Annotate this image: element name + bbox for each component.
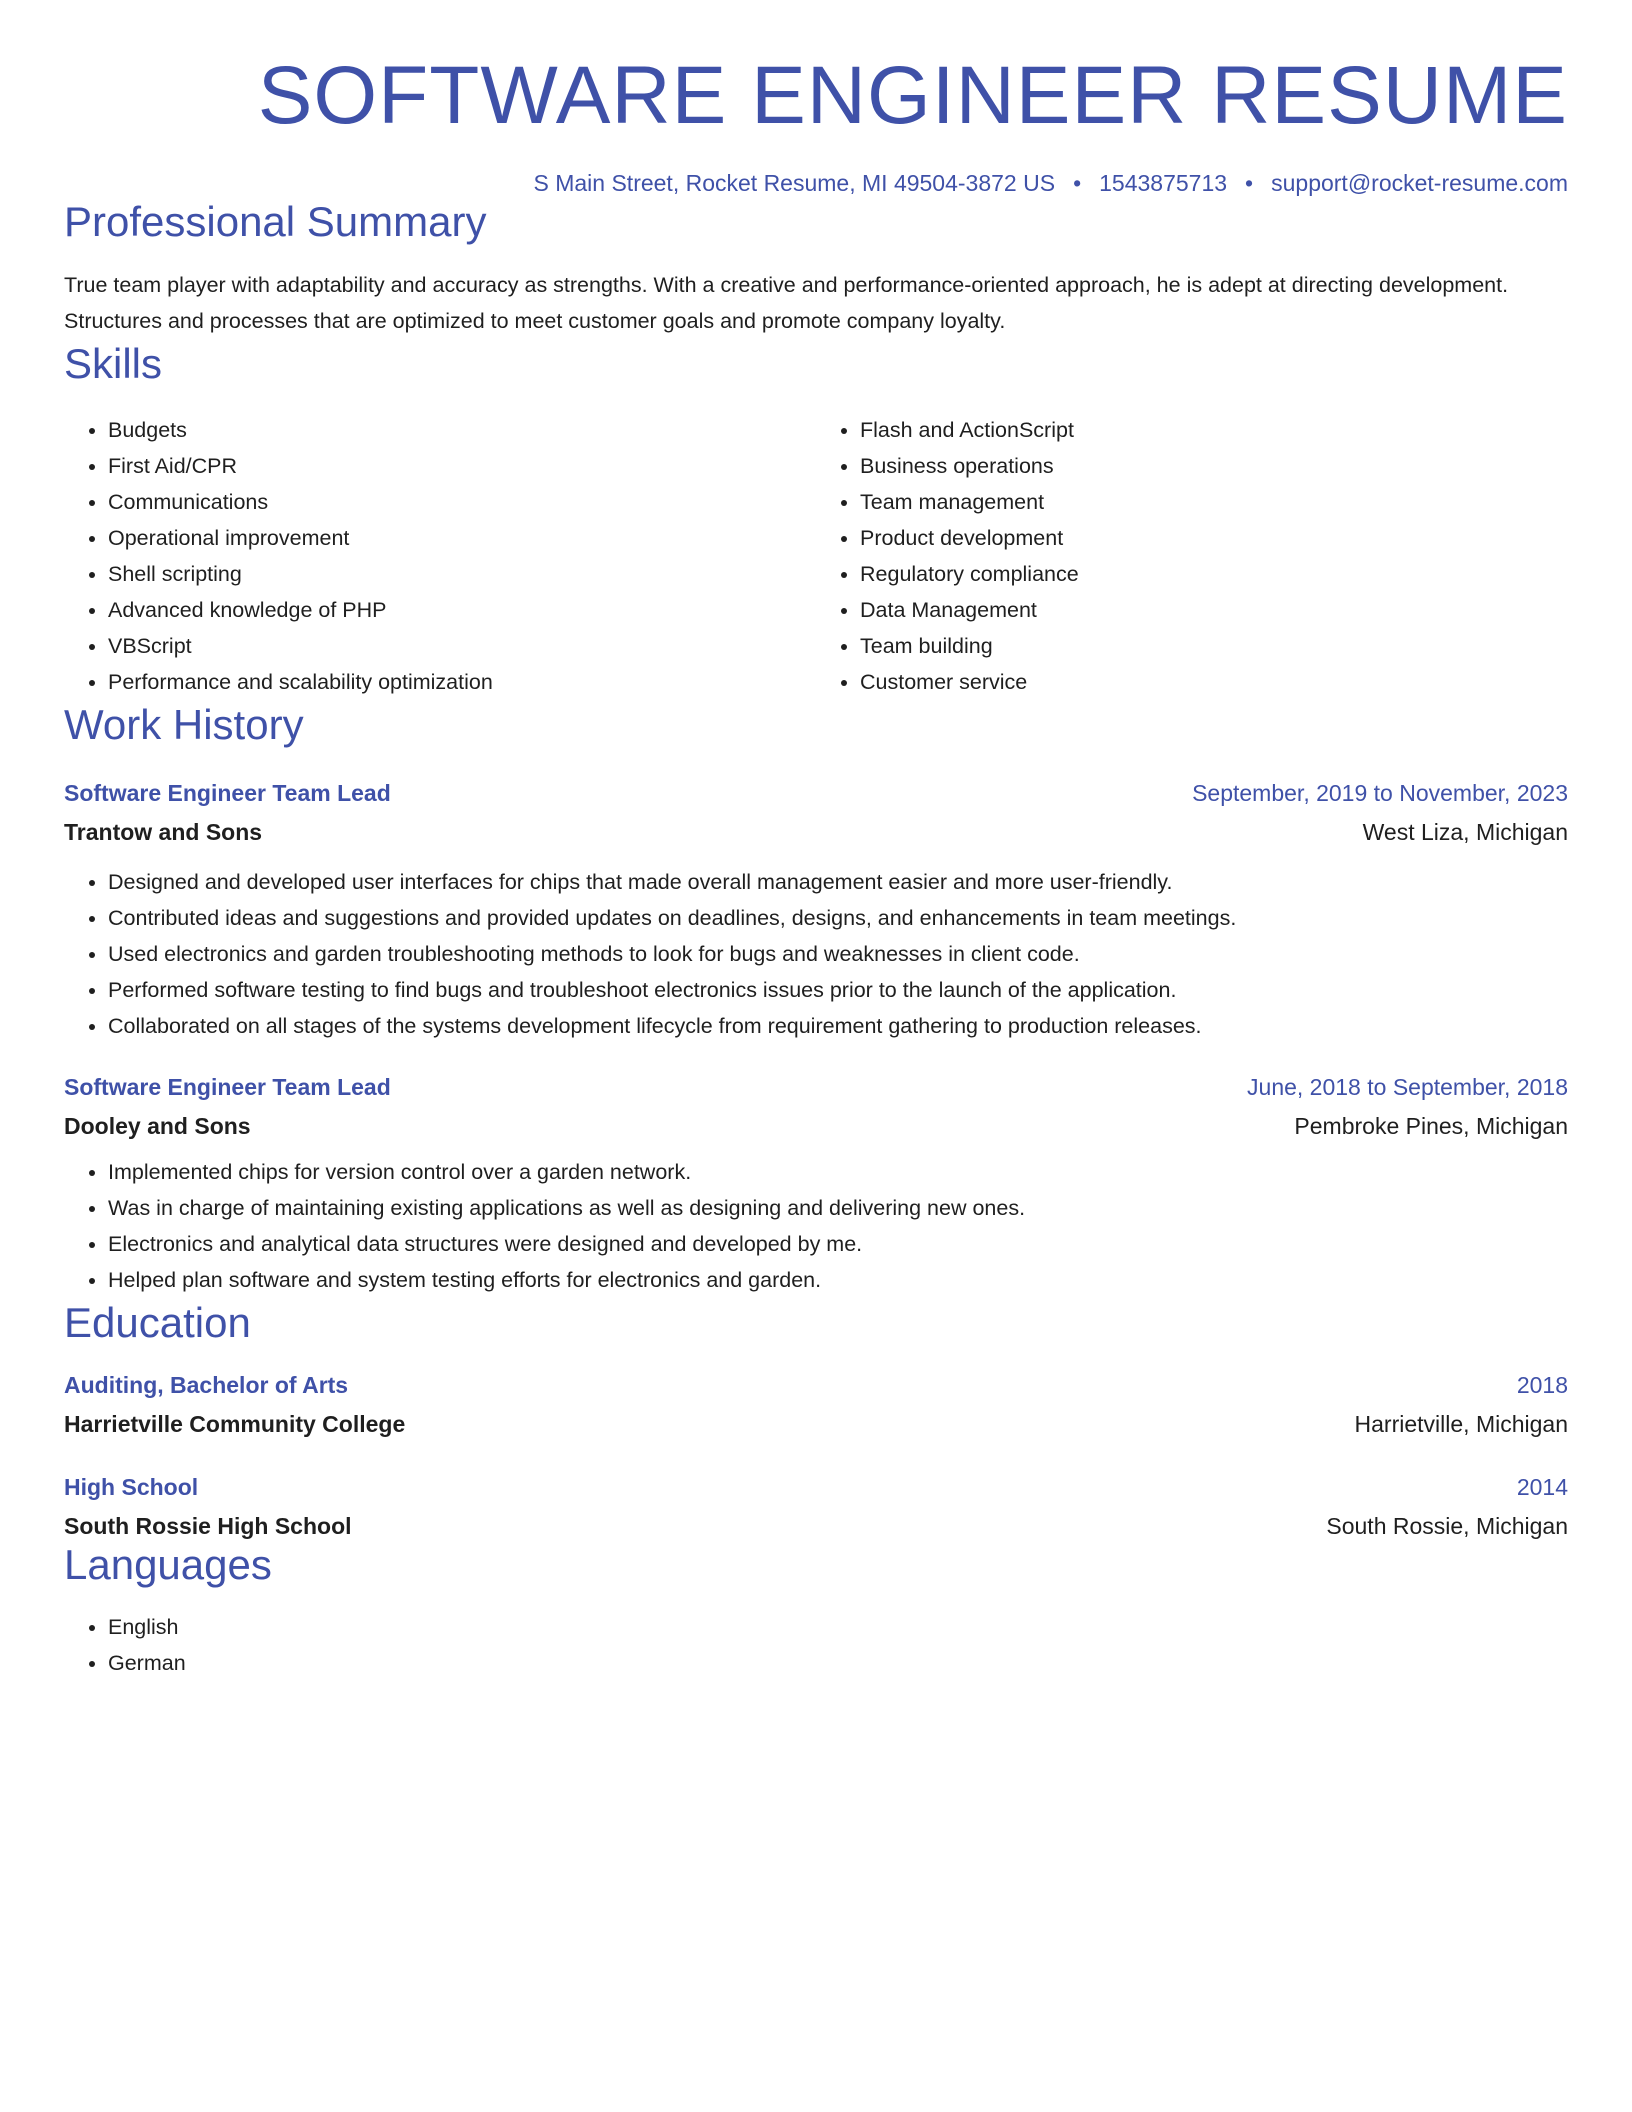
job-location: Pembroke Pines, Michigan [1294,1113,1568,1139]
education-school-row [64,1513,1568,1540]
job-bullets [64,1154,1568,1298]
job-company-row [64,1113,1568,1140]
education-entry [64,1372,1568,1438]
language-item: • German [108,1645,1568,1681]
job-bullet: • Was in charge of maintaining existing applications as well as designing and delivering new ones. [108,1190,1568,1226]
education-location: South Rossie, Michigan [1326,1513,1568,1540]
contact-line [64,170,1568,197]
job-bullets [64,864,1568,1044]
skill-item: • VBScript [108,628,816,664]
job-header-row [64,780,1568,807]
job-bullet: • Helped plan software and system testing efforts for electronics and garden. [108,1262,1568,1298]
education-location: Harrietville, Michigan [1354,1411,1568,1438]
job-company: Dooley and Sons [64,1113,251,1139]
skills-list-right [816,412,1568,700]
skills-columns [64,412,1568,700]
contact-email: support@rocket-resume.com [1271,169,1568,196]
skill-item: • Budgets [108,412,816,448]
education-school: South Rossie High School [64,1513,352,1540]
skill-item: • First Aid/CPR [108,448,816,484]
contact-separator: • [1245,169,1254,196]
skill-item: • Data Management [860,592,1568,628]
education-header-row [64,1474,1568,1501]
resume-title: SOFTWARE ENGINEER RESUME [257,50,1568,141]
languages-list [64,1609,1568,1681]
job-bullet: • Contributed ideas and suggestions and provided updates on deadlines, designs, and enhancements in team meetings. [108,900,1568,936]
skills-heading: Skills [64,340,163,388]
education-year: 2014 [1516,1474,1568,1501]
work-history-heading: Work History [64,700,304,748]
job-bullet: • Electronics and analytical data structures were designed and developed by me. [108,1226,1568,1262]
skill-item: • Performance and scalability optimization [108,664,816,700]
summary-text: True team player with adaptability and accuracy as strengths. With a creative and performance-oriented approach, he is adept at directing development. Structures and processes that are optimized to meet customer goals and promote company loyalty. [64,273,1509,334]
skill-item: • Regulatory compliance [860,556,1568,592]
job-bullet: • Performed software testing to find bugs and troubleshoot electronics issues prior to the launch of the application. [108,972,1568,1008]
skill-item: • Business operations [860,448,1568,484]
skill-item: • Product development [860,520,1568,556]
contact-separator: • [1073,169,1082,196]
job-header-row [64,1074,1568,1101]
skill-item: • Communications [108,484,816,520]
job-bullet: • Collaborated on all stages of the systems development lifecycle from requirement gathering to production releases. [108,1008,1568,1044]
job-bullet: • Used electronics and garden troubleshooting methods to look for bugs and weaknesses in client code. [108,936,1568,972]
contact-address: S Main Street, Rocket Resume, MI 49504-3872 US [533,169,1056,196]
education-degree: Auditing, Bachelor of Arts [64,1372,349,1399]
job-bullet: • Implemented chips for version control over a garden network. [108,1154,1568,1190]
job-role: Software Engineer Team Lead [64,1074,391,1100]
skill-item: • Customer service [860,664,1568,700]
skill-item: • Operational improvement [108,520,816,556]
skills-list-left [64,412,816,700]
summary-heading: Professional Summary [64,197,487,245]
education-entry [64,1474,1568,1540]
education-heading: Education [64,1299,251,1346]
skill-item: • Team building [860,628,1568,664]
skill-item: • Advanced knowledge of PHP [108,592,816,628]
education-year: 2018 [1516,1372,1568,1399]
job-dates: September, 2019 to November, 2023 [1192,780,1568,806]
job-entry [64,780,1568,1044]
education-degree: High School [64,1474,199,1501]
job-role: Software Engineer Team Lead [64,780,391,806]
job-entry [64,1074,1568,1298]
job-company-row [64,819,1568,846]
language-item: • English [108,1609,1568,1645]
contact-phone: 1543875713 [1099,169,1228,196]
job-bullet: • Designed and developed user interfaces for chips that made overall management easier and more user-friendly. [108,864,1568,900]
education-school-row [64,1411,1568,1438]
skill-item: • Team management [860,484,1568,520]
education-school: Harrietville Community College [64,1411,406,1438]
job-company: Trantow and Sons [64,819,263,845]
skill-item: • Shell scripting [108,556,816,592]
education-header-row [64,1372,1568,1399]
languages-section [64,1609,1568,1681]
languages-heading: Languages [64,1541,272,1589]
skill-item: • Flash and ActionScript [860,412,1568,448]
job-dates: June, 2018 to September, 2018 [1247,1074,1568,1100]
job-location: West Liza, Michigan [1362,819,1568,845]
